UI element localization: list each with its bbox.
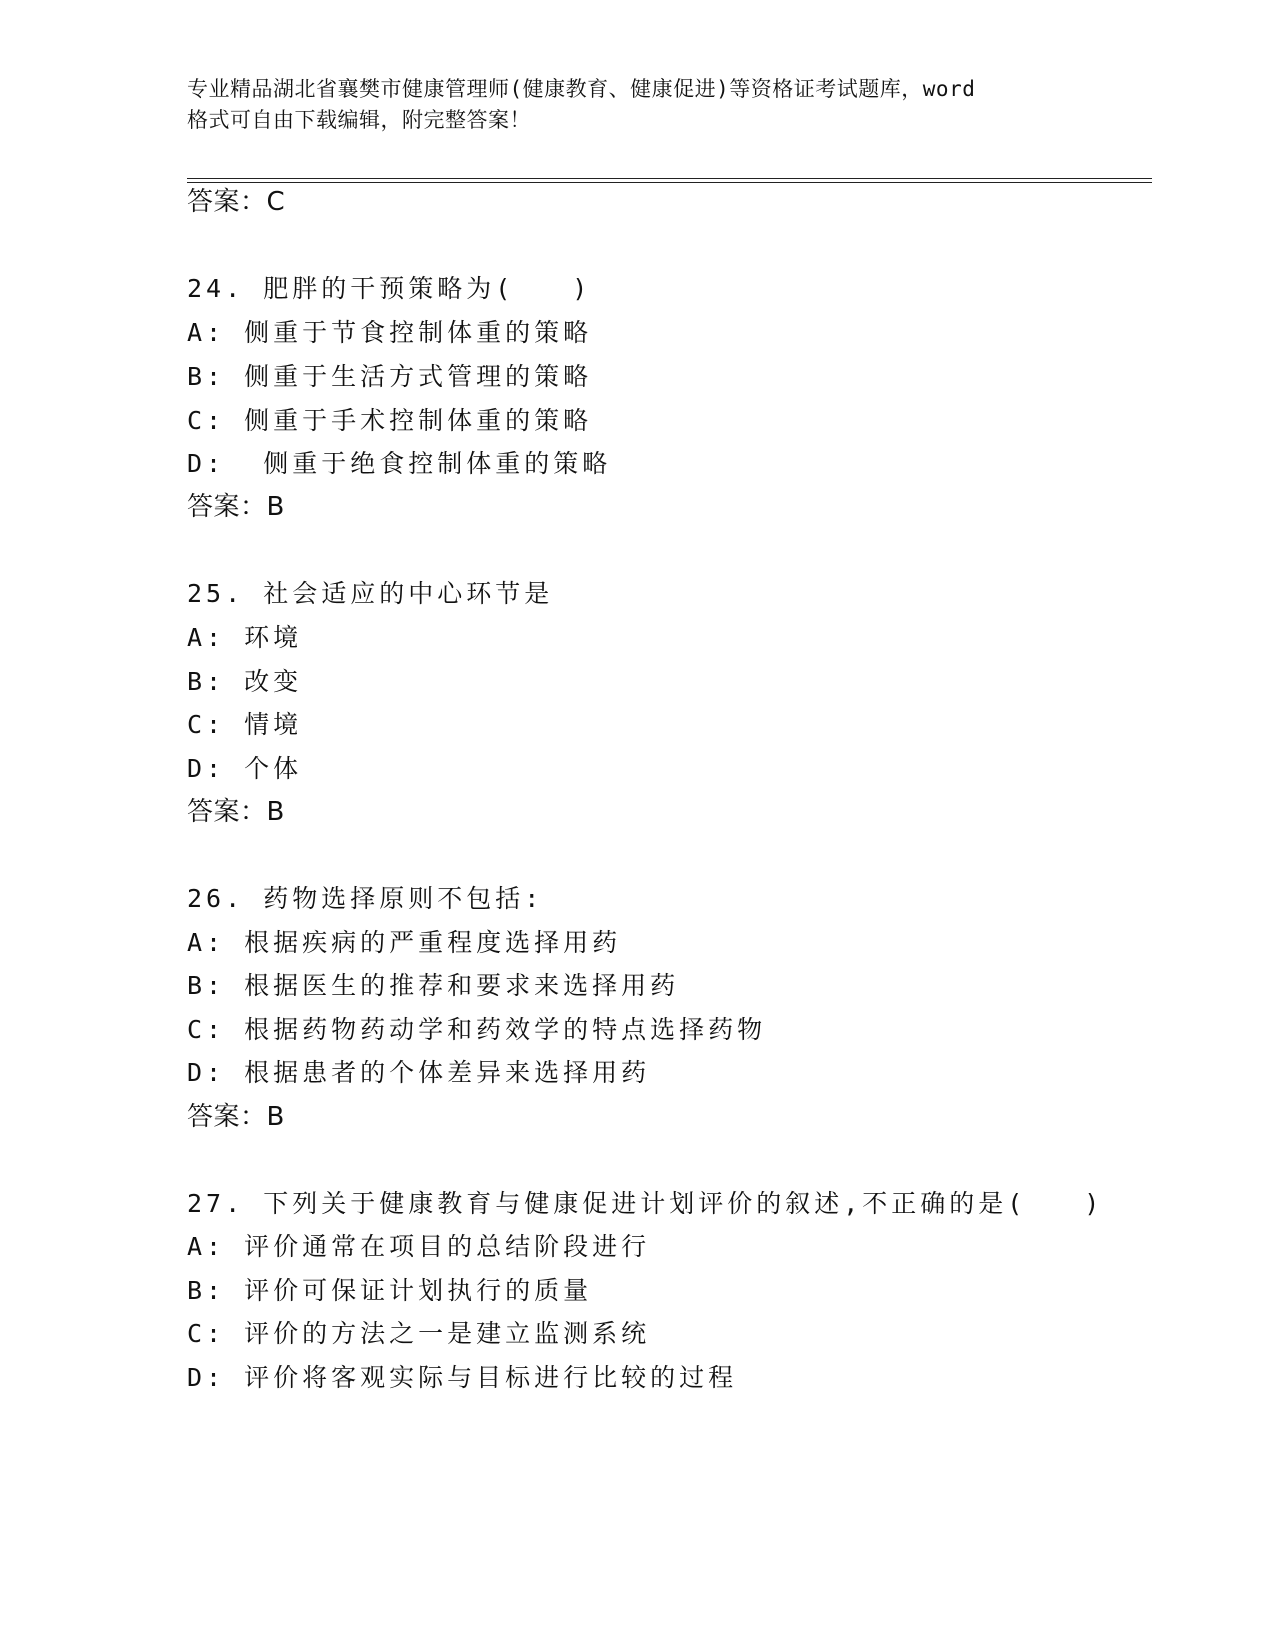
question-25-answer: 答案：B bbox=[187, 797, 285, 827]
header-divider-top bbox=[187, 178, 1152, 179]
question-26-option-b: B: 根据医生的推荐和要求来选择用药 bbox=[187, 971, 680, 1000]
question-24-option-d: D: 侧重于绝食控制体重的策略 bbox=[187, 449, 612, 478]
question-26-answer: 答案：B bbox=[187, 1102, 285, 1132]
question-25-option-c: C: 情境 bbox=[187, 710, 303, 739]
question-27-option-c: C: 评价的方法之一是建立监测系统 bbox=[187, 1319, 651, 1348]
question-24-title: 24. 肥胖的干预策略为( ) bbox=[187, 274, 592, 303]
question-26-option-c: C: 根据药物药动学和药效学的特点选择药物 bbox=[187, 1015, 767, 1044]
answer-prev: 答案：C bbox=[187, 187, 286, 217]
question-24-option-b: B: 侧重于生活方式管理的策略 bbox=[187, 362, 593, 391]
document-header bbox=[187, 74, 1087, 136]
question-24-answer: 答案：B bbox=[187, 492, 285, 522]
question-25-title: 25. 社会适应的中心环节是 bbox=[187, 579, 554, 608]
question-26-title: 26. 药物选择原则不包括: bbox=[187, 884, 544, 913]
header-line-1: 专业精品湖北省襄樊市健康管理师(健康教育、健康促进)等资格证考试题库，word bbox=[187, 77, 976, 101]
question-25-option-b: B: 改变 bbox=[187, 667, 303, 696]
question-26-option-d: D: 根据患者的个体差异来选择用药 bbox=[187, 1058, 651, 1087]
question-24-option-a: A: 侧重于节食控制体重的策略 bbox=[187, 318, 593, 347]
header-line-2: 格式可自由下载编辑，附完整答案！ bbox=[187, 108, 531, 132]
question-27-title: 27. 下列关于健康教育与健康促进计划评价的叙述,不正确的是( ) bbox=[187, 1189, 1104, 1218]
question-24-option-c: C: 侧重于手术控制体重的策略 bbox=[187, 406, 593, 435]
question-26-option-a: A: 根据疾病的严重程度选择用药 bbox=[187, 928, 622, 957]
header-divider-bottom bbox=[187, 182, 1152, 183]
question-27-option-b: B: 评价可保证计划执行的质量 bbox=[187, 1276, 593, 1305]
question-27-option-a: A: 评价通常在项目的总结阶段进行 bbox=[187, 1232, 651, 1261]
question-27-option-d: D: 评价将客观实际与目标进行比较的过程 bbox=[187, 1363, 738, 1392]
question-25-option-d: D: 个体 bbox=[187, 754, 303, 783]
question-25-option-a: A: 环境 bbox=[187, 623, 303, 652]
